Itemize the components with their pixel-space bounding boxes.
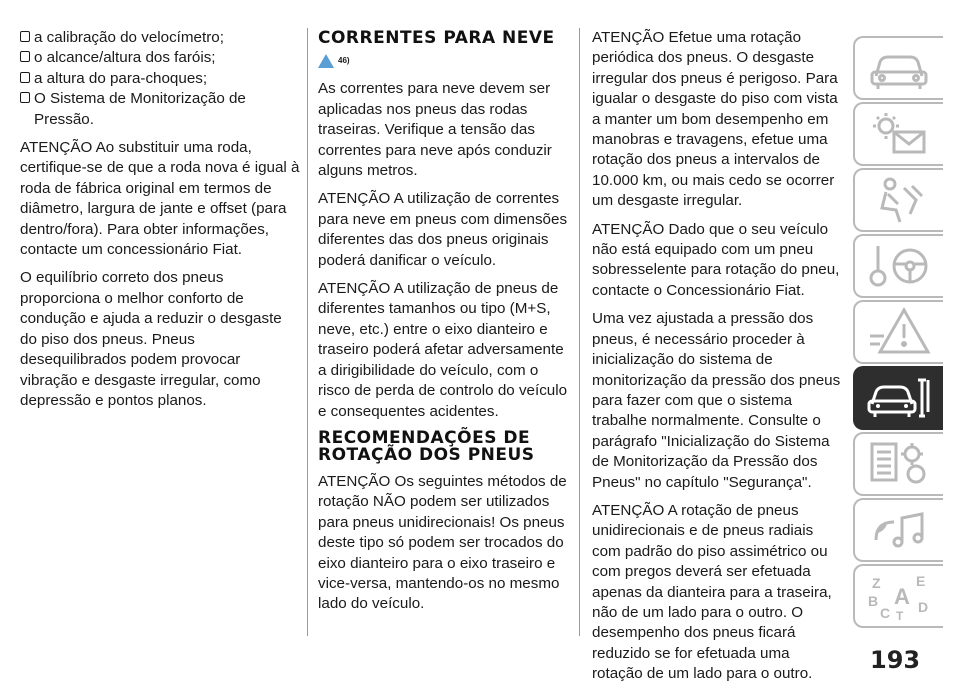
column-left	[20, 28, 300, 419]
list-item: a altura do para-choques;	[20, 69, 300, 89]
warning-reference: 46)	[318, 51, 568, 71]
list-item: a calibração do velocímetro;	[20, 28, 300, 48]
tab-multimedia[interactable]	[853, 498, 943, 562]
car-wrench-icon	[864, 372, 934, 424]
warning-lights-icon	[864, 108, 934, 160]
tab-car-maintenance[interactable]	[853, 366, 943, 430]
car-front-icon	[864, 42, 934, 94]
column-right	[592, 28, 842, 693]
specs-gears-icon	[864, 438, 934, 490]
paragraph: ATENÇÃO A rotação de pneus unidirecionais e de pneus radiais com padrão do piso assimétrico ou com pregos deverá ser efetuada apenas da dianteira para a traseira, não de um lado para o outro. O desempenho dos pneus ficará reduzido se for efetuada uma rotação de um lado para o outro.	[592, 501, 832, 683]
tab-airbag-seat[interactable]	[853, 168, 943, 232]
column-divider	[579, 28, 580, 636]
list-item: O Sistema de Monitorização de Pressão.	[20, 89, 300, 130]
svg-text:T: T	[896, 609, 904, 622]
paragraph: ATENÇÃO Os seguintes métodos de rotação NÃO podem ser utilizados para pneus unidirecionais! Os pneus deste tipo só podem ser trocados do eixo dianteiro para o eixo traseiro e vice-versa, mantendo-os no mesmo lado do veículo.	[318, 472, 567, 613]
paragraph: ATENÇÃO Ao substituir uma roda, certifique-se de que a roda nova é igual à roda de fábrica original em termos de diâmetro, largura de jante e offset (para dentro/fora). Para obter informações, contacte um concessionário Fiat.	[20, 139, 300, 259]
column-divider	[307, 28, 308, 636]
checkbox-bullet-icon	[20, 51, 30, 62]
airbag-seat-icon	[864, 174, 934, 226]
paragraph: ATENÇÃO Dado que o seu veículo não está equipado com um pneu sobresselente para rotação do pneu, contacte o Concessionário Fiat.	[592, 220, 840, 299]
svg-text:C: C	[880, 605, 891, 621]
tab-car-front[interactable]	[853, 36, 943, 100]
checkbox-bullet-icon	[20, 72, 30, 83]
tab-specs[interactable]	[853, 432, 943, 496]
section-heading: RECOMENDAÇÕES DE ROTAÇÃO DOS PNEUS	[318, 427, 535, 465]
warning-triangle-icon	[318, 54, 334, 68]
paragraph: O equilíbrio correto dos pneus proporciona o melhor conforto de condução e ajuda a reduzir o desgaste do piso dos pneus. Pneus desequilibrados podem provocar vibração e desgaste irregular, como depressão e pontos planos.	[20, 269, 282, 409]
svg-text:B: B	[868, 593, 879, 609]
emergency-triangle-icon	[864, 306, 934, 358]
tab-emergency[interactable]	[853, 300, 943, 364]
svg-text:A: A	[894, 584, 910, 609]
paragraph: ATENÇÃO A utilização de pneus de diferentes tamanhos ou tipo (M+S, neve, etc.) entre o eixo dianteiro e traseiro poderá afetar adversamente a dirigibilidade do veículo, com o risco de perda de controlo do veículo e consequentes acidentes.	[318, 280, 568, 420]
paragraph: ATENÇÃO Efetue uma rotação periódica dos pneus. O desgaste irregular dos pneus é perigoso. Para igualar o desgaste do piso com vista a manter um bom desempenho em manobras e travagens, efetue uma rotação dos pneus a intervalos de 10.000 km, ou mais cedo se ocorrer um desgaste irregular.	[592, 29, 838, 210]
tab-index[interactable]	[853, 564, 943, 628]
tab-key-steering[interactable]	[853, 234, 943, 298]
checkbox-bullet-icon	[20, 31, 30, 42]
tab-warning-lights[interactable]	[853, 102, 943, 166]
key-steering-icon	[864, 240, 934, 292]
svg-text:D: D	[918, 599, 929, 615]
checkbox-bullet-icon	[20, 92, 30, 103]
page-number: 193	[870, 646, 921, 674]
svg-text:Z: Z	[872, 575, 881, 591]
multimedia-icon	[864, 504, 934, 556]
paragraph: ATENÇÃO A utilização de correntes para neve em pneus com dimensões diferentes das dos pneus originais poderá danificar o veículo.	[318, 190, 568, 269]
list-item: o alcance/altura dos faróis;	[20, 48, 300, 68]
section-heading: CORRENTES PARA NEVE	[318, 28, 555, 48]
column-middle	[318, 28, 568, 623]
svg-text:E: E	[916, 573, 926, 589]
paragraph: Uma vez ajustada a pressão dos pneus, é necessário proceder à inicialização do sistema de monitorização da pressão dos pneus para fazer com que o sistema trabalhe normalmente. Consulte o parágrafo "Inicialização do Sistema de Monitorização da Pressão dos Pneus" no capítulo "Segurança".	[592, 310, 841, 491]
index-letters-icon	[864, 570, 934, 622]
paragraph: As correntes para neve devem ser aplicadas nos pneus das rodas traseiras. Verifique a tensão das correntes para neve após conduzir alguns metros.	[318, 80, 552, 180]
